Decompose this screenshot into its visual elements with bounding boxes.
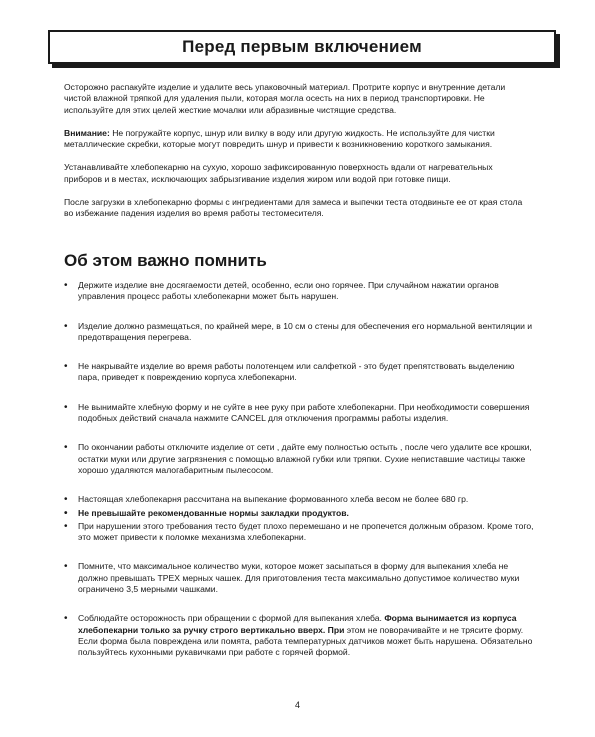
- list-item: • Настоящая хлебопекарня рассчитана на выпекание формованного хлеба весом не более 680 гр.: [64, 494, 534, 505]
- list-item-bold-text: Форма вынимается из корпуса хлебопекарни только за ручку строго вертикально вверх. При: [78, 613, 517, 635]
- attention-label: Внимание:: [64, 127, 110, 138]
- list-item: • Не накрывайте изделие во время работы полотенцем или салфеткой - это будет препятствовать выделению пара, приведет к повреждению корпуса хлебопекарни.: [64, 361, 534, 384]
- attention-text: Не погружайте корпус, шнур или вилку в воду или другую жидкость. Не используйте для чистки металлические скребки, которые могут повредить шнур и привести к возникновению короткого замыкания.: [64, 127, 495, 150]
- list-item: • При нарушении этого требования тесто будет плохо перемешано и не пропечется должным образом. Кроме того, это может привести к поломке механизма хлебопекарни.: [64, 521, 534, 544]
- section-heading: Об этом важно помнить: [64, 251, 267, 270]
- list-item: • Не вынимайте хлебную форму и не суйте в нее руку при работе хлебопекарни. При необходимости совершения подобных действий сначала нажмите CANCEL для отключения программы работы изделия.: [64, 402, 534, 425]
- list-item: • Помните, что максимальное количество муки, которое может засыпаться в форму для выпекания хлеба не должно превышать ТРЕХ мерных чашек. Для приготовления теста максимально допустимое количество муки ограничено 3,5 мерными чашками.: [64, 561, 534, 595]
- list-item: • Держите изделие вне досягаемости детей, особенно, если оно горячее. При случайном нажатии органов управления процесс работы хлебопекарни может быть нарушен.: [64, 280, 534, 303]
- list-item-text: этом не поворачивайте и не трясите форму. Если форма была повреждена или помята, работа температурных датчиков может быть нарушена. Обязательно пользуйтесь кухонными рукавичками при работе с горячей формой.: [78, 624, 533, 658]
- page-number: 4: [294, 700, 300, 710]
- safety-list: [64, 280, 534, 659]
- page-title-box: [48, 30, 556, 64]
- intro-paragraph-2: [64, 128, 524, 151]
- list-item: [64, 613, 534, 658]
- list-item: • По окончании работы отключите изделие от сети , дайте ему полностью остыть , после чего удалите все крошки, остатки муки или другие загрязнения с помощью влажной губки или тряпки. Сухие непиставшие частицы также хорошо удаляются малогабаритным пылесосом.: [64, 442, 534, 476]
- list-item: • Изделие должно размещаться, по крайней мере, в 10 см о стены для обеспечения его нормальной вентиляции и предотвращения перегрева.: [64, 321, 534, 344]
- intro-paragraph-3: Устанавливайте хлебопекарню на сухую, хорошо зафиксированную поверхность вдали от нагревательных приборов и в местах, исключающих забрызгивание изделия жиром или водой при готовке пищи.: [64, 162, 493, 184]
- intro-paragraph-1: Осторожно распакуйте изделие и удалите весь упаковочный материал. Протрите корпус и внутренние детали чистой влажной тряпкой для удаления пыли, которая могла осесть на них в период транспортировки. Не используйте для этих целей жесткие мочалки или абразивные чистящие средства.: [64, 82, 506, 115]
- list-item-text: Соблюдайте осторожность при обращении с формой для выпекания хлеба.: [78, 613, 385, 624]
- intro-section: [64, 82, 524, 232]
- page-title: Перед первым включением: [182, 37, 422, 56]
- list-item: • Не превышайте рекомендованные нормы закладки продуктов.: [64, 508, 534, 519]
- intro-paragraph-4: После загрузки в хлебопекарню формы с ингредиентами для замеса и выпечки теста отодвиньте ее от края стола во избежание падения изделия во время работы тестомесителя.: [64, 197, 523, 219]
